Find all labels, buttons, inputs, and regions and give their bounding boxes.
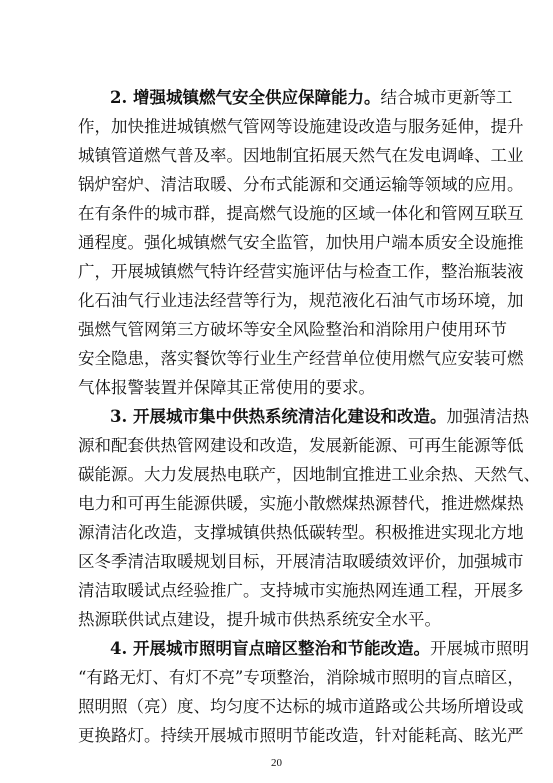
page-number: 20 <box>271 757 282 769</box>
paragraph-line: 锅炉窑炉、清洁取暖、分布式能源和交通运输等领域的应用。 <box>78 175 524 194</box>
paragraph-line <box>110 407 529 427</box>
paragraph-line: 碳能源。大力发展热电联产，因地制宜推进工业余热、天然气、 <box>78 465 540 484</box>
paragraph-text: 加强清洁热 <box>446 407 529 426</box>
paragraph-line: 源和配套供热管网建设和改造，发展新能源、可再生能源等低 <box>78 436 524 455</box>
paragraph-line: 通程度。强化城镇燃气安全监管，加快用户端本质安全设施推 <box>78 233 524 252</box>
paragraph-line: 照明照（亮）度、均匀度不达标的城市道路或公共场所增设或 <box>78 697 524 716</box>
paragraph-line: “有路无灯、有灯不亮”专项整治，消除城市照明的盲点暗区， <box>78 668 524 687</box>
paragraph-line: 区冬季清洁取暖规划目标，开展清洁取暖绩效评价，加强城市 <box>78 552 524 571</box>
paragraph-line: 城镇管道燃气普及率。因地制宜拓展天然气在发电调峰、工业 <box>78 146 524 165</box>
paragraph-text: 结合城市更新等工 <box>380 88 513 107</box>
section-heading: 4. 开展城市照明盲点暗区整治和节能改造。 <box>110 639 430 658</box>
paragraph-line: 强燃气管网第三方破坏等安全风险整治和消除用户使用环节 <box>78 320 507 339</box>
paragraph-line: 广，开展城镇燃气特许经营实施评估与检查工作，整治瓶装液 <box>78 262 524 281</box>
section-heading: 3. 开展城市集中供热系统清洁化建设和改造。 <box>110 407 447 426</box>
paragraph-line: 在有条件的城市群，提高燃气设施的区域一体化和管网互联互 <box>78 204 524 223</box>
paragraph-line: 源清洁化改造，支撑城镇供热低碳转型。积极推进实现北方地 <box>78 523 524 542</box>
paragraph-line: 安全隐患，落实餐饮等行业生产经营单位使用燃气应安装可燃 <box>78 349 524 368</box>
paragraph-line: 电力和可再生能源供暖，实施小散燃煤热源替代，推进燃煤热 <box>78 494 524 513</box>
paragraph-line: 热源联供试点建设，提升城市供热系统安全水平。 <box>78 610 441 629</box>
paragraph-line: 作，加快推进城镇燃气管网等设施建设改造与服务延伸，提升 <box>78 117 524 136</box>
paragraph-line: 更换路灯。持续开展城市照明节能改造，针对能耗高、眩光严 <box>78 726 524 745</box>
paragraph-line: 气体报警装置并保障其正常使用的要求。 <box>78 378 375 397</box>
paragraph-line: 化石油气行业违法经营等行为，规范液化石油气市场环境，加 <box>78 291 524 310</box>
section-heading: 2. 增强城镇燃气安全供应保障能力。 <box>110 88 381 107</box>
paragraph-line <box>110 639 529 659</box>
paragraph-text: 开展城市照明 <box>429 639 529 658</box>
paragraph-line <box>110 88 513 108</box>
paragraph-line: 清洁取暖试点经验推广。支持城市实施热网连通工程，开展多 <box>78 581 524 600</box>
